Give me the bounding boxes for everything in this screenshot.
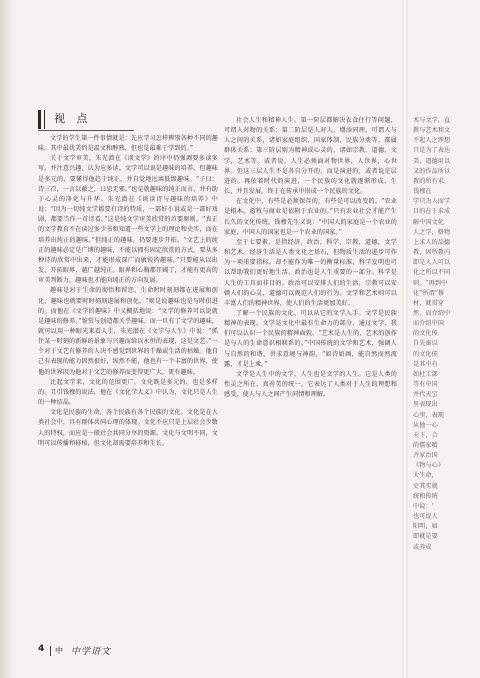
partial-line: 的文化传 bbox=[413, 350, 438, 358]
partial-line: 即就是要 bbox=[413, 533, 438, 541]
paragraph: 关于文学审美，朱光潜在《谈文学》的序中仍强调要多读多写，并注意兴趣，认为应多读。文学可以说是趣味的培养。但趣味是多元的，要懂得他趋于纯正，并自觉地远离低级趣味。“子曰：诗三百，一言以蔽之，曰思无邪。”也是就趣味的纯正而言，并有助于心灵的净化与升华。朱光潜在《谈读诗与趣味的培养》中说：“因为一切纯文学都要有诗的特质，一部好小说或是一部好戏剧，都要当作一首诗看。”这是纯文学审美欣赏的首要原则。“真正的文学教育不在读过多少书和知道一些文学上的理论和史实，而在培养出纯正的趣味。”但纯正的趣味，仍要逐步开拓。“文艺上的纯正的趣味必定是广博的趣味，不能以拥有固定欣赏的方式，要从多种诗的欣赏中出来，才能形成深广而敏锐的趣味。”只要能从以出发，开拓眼界，越广越纯正。眼界和心胸都开阔了，才能有更高的审美判断力，趣味也才能向纯正的方向发展。 bbox=[38, 155, 218, 285]
partial-line: 只是为了表达 bbox=[413, 147, 451, 155]
partial-line: 等有中国 bbox=[413, 381, 438, 389]
partial-line: 自先秦以 bbox=[413, 340, 438, 348]
paragraph: 文学是人生中的文学，人生也是文学的人生。它是人类的性灵之所在，真善美的统一。它表达了人类对于人生的理想和感受，使人与人之间产生同情和理解。 bbox=[224, 370, 397, 399]
paragraph: 文化是民族的生命，各个民族有各个民族的文化。文化是在人类社会中，具有群体共同心理的体现。文化不应只是上层社会少数人的特权，而应是一般社会共同分享的资源。文化与文明不同，文明可以传播和移植，但文化却需要培养和生长。 bbox=[38, 409, 218, 447]
partial-line: 或养成 bbox=[413, 543, 432, 551]
partial-line: 阳明，如 bbox=[413, 523, 438, 531]
footer-divider bbox=[50, 646, 51, 656]
partial-line: 钱穆在 bbox=[413, 188, 432, 196]
partial-line: 是其中有 bbox=[413, 360, 438, 368]
paragraph: 比起文学来，文化的范围更广。文化既是多元的，也是多样的。且引钱穆的说法，他在《文化学大义》中认为，文化只是人生的一种结晶。 bbox=[38, 378, 218, 407]
partial-line: 目的在于求成 bbox=[413, 208, 451, 216]
partial-line: 《物与心》 bbox=[413, 462, 444, 470]
article-column-right-partial bbox=[413, 116, 480, 676]
partial-line: 从他一心 bbox=[413, 421, 438, 429]
partial-line: 中说：‘ bbox=[413, 502, 434, 510]
article-column-left bbox=[38, 134, 218, 634]
partial-line: 里表现出 bbox=[413, 401, 438, 409]
section-header bbox=[38, 108, 136, 130]
paragraph: 在文化中，有些是必须保存的，有些是可以改变的。“农业是根本，游牧与商业是依附于农业的。”只有农业社会才能产生长久的文化传统。钱穆先生又说：“中国人的家庭是一个农业的家庭，中国人的国家也是一个农业的国家。” bbox=[224, 198, 397, 236]
header-bar-thin bbox=[44, 110, 45, 129]
partial-line: 天下，合 bbox=[413, 431, 438, 439]
partial-line: 术与文学，直 bbox=[413, 117, 451, 124]
partial-line: 的文化传 bbox=[413, 330, 438, 338]
partial-line: 解中国文化 bbox=[413, 218, 444, 226]
partial-line: 材，就贯穿 bbox=[413, 299, 444, 307]
partial-line: 教与艺术和文 bbox=[413, 127, 451, 135]
partial-line: 也可说人 bbox=[413, 513, 438, 521]
paragraph: 社会人生和精神人生。第一阶层都解决衣食住行等问题，可谓人对物的关系；第二阶层是人对人，增添同理，可谓人与人之间的关系，诸如家庭组织，国家体制，民族分类等，都属群体关系；第三阶层则为精神或心灵的，诸如宗教，道德，文学，艺术等。或者说，人生必须面对物世界，人世界，心世界。但这三层人生不是各自分开的，而是演进的，或者说是层进的。再依着时代的演进，一个民族的文化就逐渐形成、生长，并且发展，终于在传承中形成一个民族的文化。 bbox=[224, 117, 397, 196]
partial-line: 心里，表现 bbox=[413, 411, 444, 419]
partial-line: 化”所谓“修 bbox=[413, 289, 445, 297]
partial-line: 上求人的品德 bbox=[413, 238, 451, 246]
partial-line: 人之学，格物 bbox=[413, 228, 451, 236]
partial-line: 的儒家精 bbox=[413, 442, 438, 449]
partial-line: 而介绍中国 bbox=[413, 320, 444, 328]
partial-line: 即是人人可以 bbox=[413, 259, 451, 267]
partial-line: 并代天宝 bbox=[413, 391, 438, 399]
partial-line: 美，道德用以 bbox=[413, 157, 451, 165]
partial-line: 然，而介绍中 bbox=[413, 309, 451, 317]
page-scan-edge bbox=[0, 0, 14, 678]
page-footer bbox=[38, 644, 158, 658]
paragraph: 了解一个民族的文化，可以从它的文学入手。文学是民族精神的表现。文学是文化中最有生命力的部分，通过文学，我们可以认识一个民族的精神面貌。“艺术是人生的，艺术的创作是与人的生命意识相联系的。”中国传统的文学和艺术，强调人与自然的和谐，讲求意境与神韵，“如诗如画，能自然而然流露，才是上乘。” bbox=[224, 309, 397, 368]
partial-line: 则。“再到中 bbox=[413, 279, 448, 287]
article-column-middle bbox=[224, 116, 397, 636]
partial-line: 化之所以不同 bbox=[413, 269, 451, 277]
page-gutter bbox=[402, 0, 408, 678]
section-title: 视 点 bbox=[54, 112, 92, 125]
paragraph: 文学的学生第一件事情就是：先应学习怎样辨别各种不同的趣味。其中最优美的是温文和醇熟。但也是最难于学到的。” bbox=[38, 135, 218, 153]
header-bar-thick bbox=[38, 110, 41, 129]
partial-line: 大生命， bbox=[413, 472, 438, 480]
partial-line: 统和传统 bbox=[413, 492, 438, 500]
partial-line: 史其实就 bbox=[413, 482, 438, 490]
paragraph: 至于七要素，是指经济，政治，科学，宗教，道德，文学和艺术。经济生活是人类文化之基石，但物质生活的进步可作为一项重要指标，却不能作为唯一的衡量标准，科学发明也可以帮助我们更好地生活。政治也是人生重要的一部分。科学是人生的工具而非目的。政治可以安排人们的生活，宗教可以安顿人们的心灵，道德可以规范人们的行为。文学和艺术则可以丰富人们的精神世界，使人们的生活更加美好。 bbox=[224, 238, 397, 307]
magazine-name: 中学语文 bbox=[71, 647, 112, 657]
partial-line: 如杜工部 bbox=[413, 370, 438, 378]
page-number: 4 bbox=[38, 644, 45, 654]
partial-line: 学只为人而学 bbox=[413, 198, 451, 206]
header-rule bbox=[38, 130, 134, 131]
partial-line: 义的作品所以 bbox=[413, 167, 451, 175]
partial-line: 不起人之理想 bbox=[413, 137, 451, 145]
partial-line: 齐家治国 bbox=[413, 452, 438, 460]
partial-line: 教，因所教内 bbox=[413, 249, 451, 257]
paragraph: 趣味是对于生命的彻悟和留恋，生命时时刻刻都在进展和创化，趣味也就要时时刻刻进展和创化。“则是说趣味也是与时俱进的。而他在《文学的趣味》中又概括地说：“文学的修养可以说就是趣味的修养。”鉴赏与创造都关乎趣味。而一旦有了文学的趣味，就可以用一种眼光来看人生，朱光潜在《文学与人生》中说：“抓住某一时刻的新鲜的景象与兴趣而给以永恒的表现，这是文艺。”一个对于文艺有修养的人决不感觉到世界的干燥或生活的枯燥。他自己有表现的能力固然很好，纵然不能，他也有一个丰富的世界，使他的世界因为他对于文艺的修养而变得更广大，更有趣味。 bbox=[38, 287, 218, 376]
footer-label-short: 中 bbox=[55, 646, 63, 655]
partial-line: 教的所有求， bbox=[413, 177, 451, 185]
